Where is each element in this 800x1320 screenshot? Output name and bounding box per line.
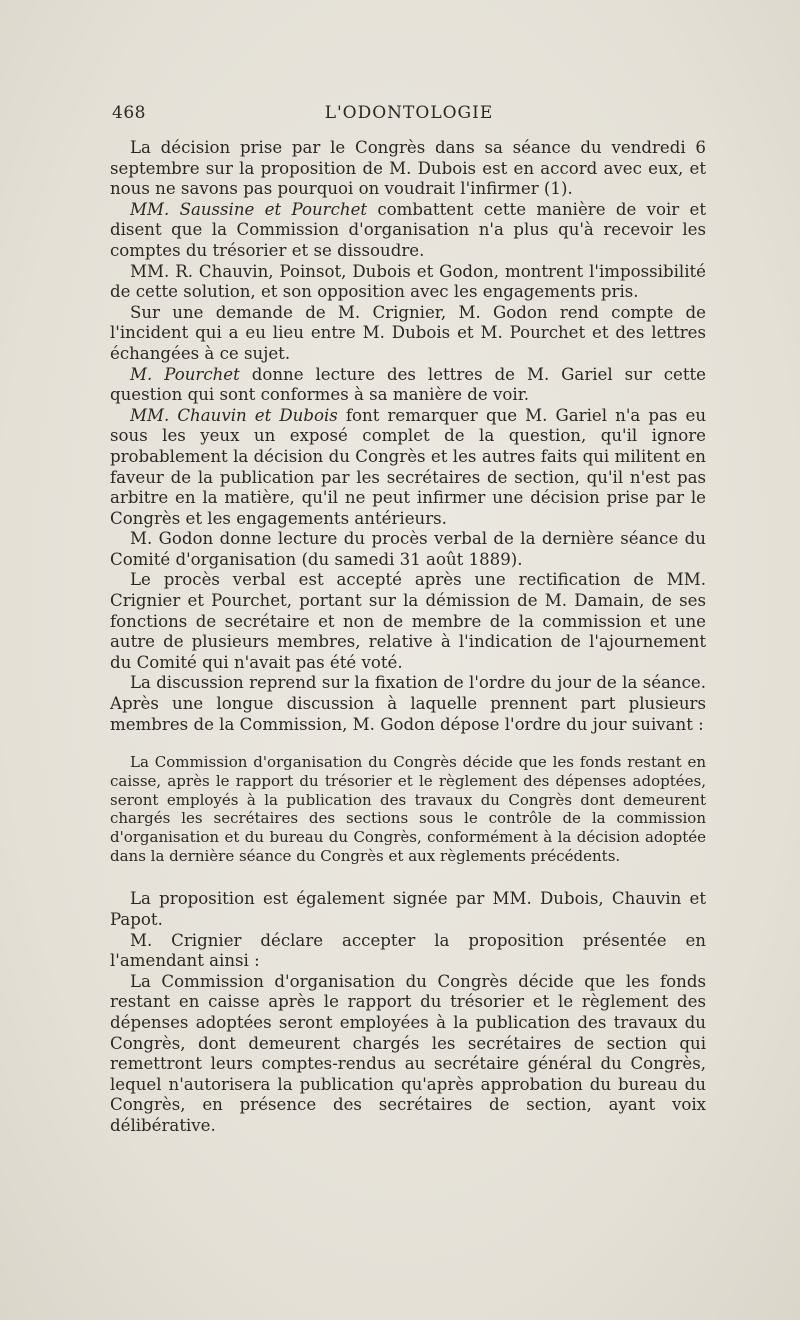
paragraph-3: MM. R. Chauvin, Poinsot, Dubois et Godon, montrent l'impossibilité de cette solution, et son opposition avec les engagements pris. (110, 261, 706, 302)
page-header (112, 103, 706, 133)
paragraph-7: M. Godon donne lecture du procès verbal de la dernière séance du Comité d'organisation (du samedi 31 août 1889). (110, 529, 706, 569)
paragraph-4: Sur une demande de M. Crignier, M. Godon rend compte de l'incident qui a eu lieu entre M. Dubois et M. Pourchet et des lettres échangées à ce sujet. (110, 302, 706, 363)
paragraph-12: La Commission d'organisation du Congrès décide que les fonds restant en caisse après le rapport du trésorier et le règlement des dépenses adoptées seront employées à la publication des travaux du Congrès, dont demeurent chargés les secrétaires de section qui remettront leurs comptes-rendus au secrétaire général du Congrès, lequel n'autorisera la publication qu'après approbation du bureau du Congrès, en présence des secrétaires de section, ayant voix délibérative. (110, 971, 706, 1135)
paragraph-10: La proposition est également signée par MM. Dubois, Chauvin et Papot. (110, 889, 706, 930)
speaker-names: M. Pourchet (130, 364, 240, 384)
speaker-names: MM. Chauvin et Dubois (130, 405, 338, 425)
paragraph-9: La discussion reprend sur la fixation de l'ordre du jour de la séance. Après une longue discussion à laquelle prennent part plusieurs membres de la Commission, M. Godon dépose l'ordre du jour suivant : (110, 673, 706, 734)
running-title: L'ODONTOLOGIE (324, 103, 494, 123)
paragraph-11: M. Crignier déclare accepter la proposition présentée en l'amendant ainsi : (110, 930, 706, 971)
page-number: 468 (112, 103, 146, 123)
body-text (110, 138, 706, 1137)
paragraph-1: La décision prise par le Congrès dans sa séance du vendredi 6 septembre sur la proposition de M. Dubois est en accord avec eux, et nous ne savons pas pourquoi on voudrait l'infirmer (1). (110, 138, 706, 199)
paragraph-6: MM. Chauvin et Dubois font remarquer que M. Gariel n'a pas eu sous les yeux un exposé complet de la question, qu'il ignore probablement la décision du Congrès et les autres faits qui militent en faveur de la publication par les secrétaires de section, qu'il n'est pas arbitre en la matière, qu'il ne peut infirmer une décision prise par le Congrès et les engagements antérieurs. (110, 405, 707, 528)
speaker-names: MM. Saussine et Pourchet (130, 199, 368, 219)
paragraph-5: M. Pourchet donne lecture des lettres de M. Gariel sur cette question qui sont conformes à sa manière de voir. (110, 364, 706, 405)
paragraph-8: Le procès verbal est accepté après une rectification de MM. Crignier et Pourchet, portant sur la démission de M. Damain, de ses fonctions de secrétaire et non de membre de la commission et une autre de plusieurs membres, relative à l'indication de l'ajournement du Comité qui n'avait pas été voté. (110, 570, 706, 672)
paragraph-2: MM. Saussine et Pourchet combattent cette manière de voir et disent que la Commission d'organisation n'a plus qu'à recevoir les comptes du trésorier et se dissoudre. (110, 199, 706, 260)
proposal-quote: La Commission d'organisation du Congrès décide que les fonds restant en caisse, après le rapport du trésorier et le règlement des dépenses adoptées, seront employés à la publication des travaux du Congrès dont demeurent chargés les secrétaires des sections sous le contrôle de la commission d'organisation et du bureau du Congrès, conformément à la décision adoptée dans la dernière séance du Congrès et aux règlements précédents. (110, 753, 706, 865)
